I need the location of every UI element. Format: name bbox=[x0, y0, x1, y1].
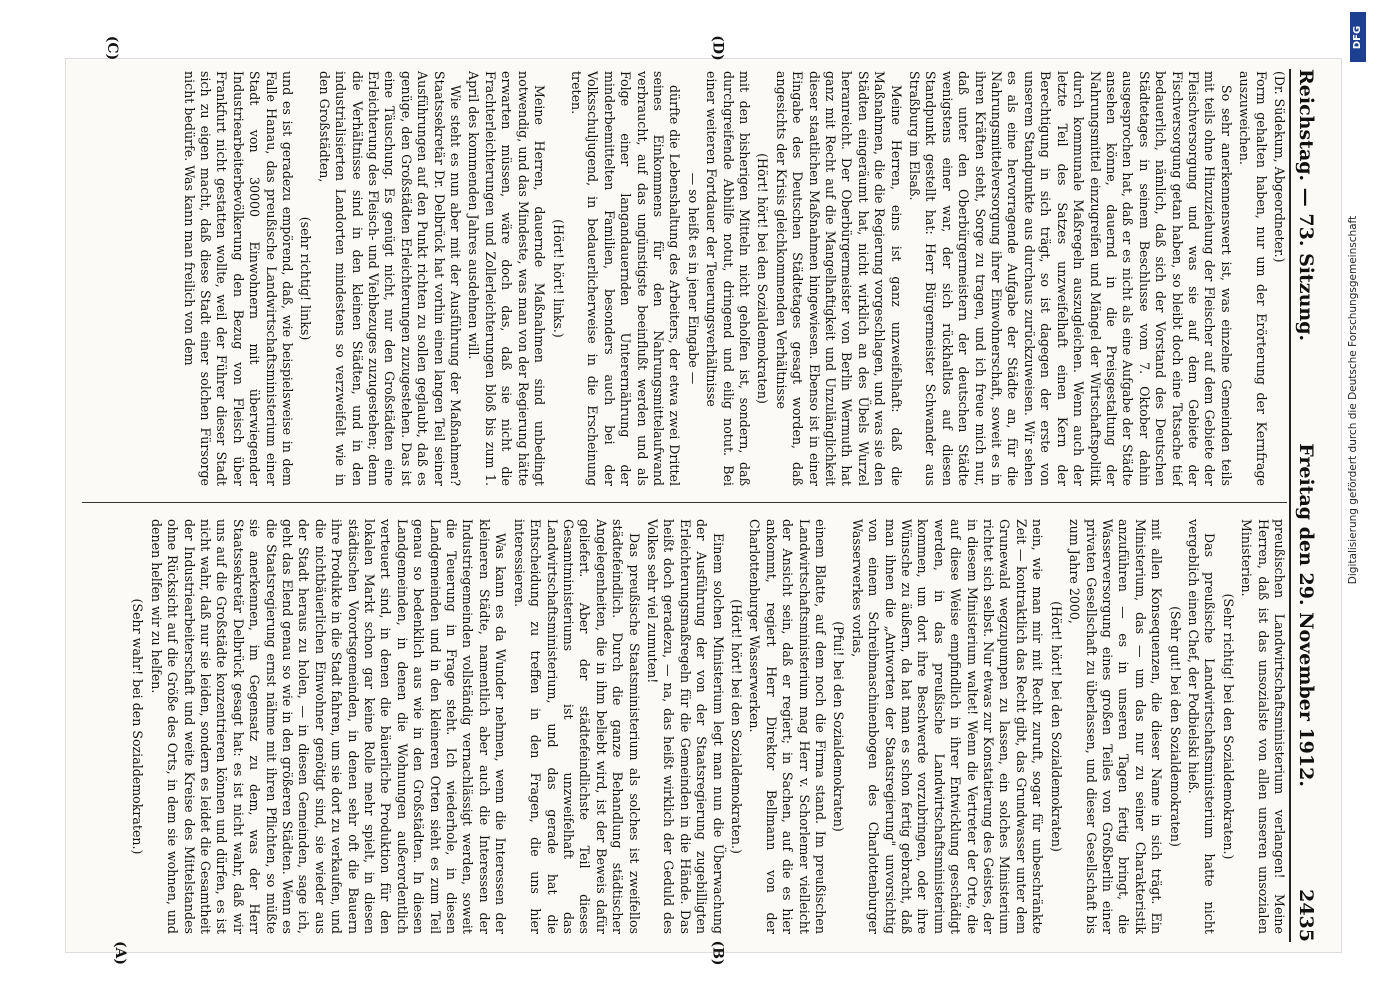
interjection: (Sehr wahr! bei den Sozialdemokraten.) bbox=[130, 598, 146, 855]
paragraph: mit allen Konsequenzen, die dieser Name in sich trägt. Ein Ministerium, das — um das nur zu seiner Charakteristik anzuführen — es in unseren Tagen fertig bringt, die Wasserversorgung eines großen Teiles von Großberlin einer privaten Gesellschaft zu überlassen, und dieser Gesellschaft bis zum Jahre 2000, bbox=[1067, 519, 1165, 934]
paragraph: Meine Herren, dauernde Maßnahmen sind unbedingt notwendig, und das Mindeste, was man von der Regierung hätte erwarten müssen, wäre doch das, daß sie nicht die Frachterleichterungen und Zollerleichterungen bloß bis zum 1. April des kommenden Jahres ausdehnen will. bbox=[466, 71, 548, 486]
header-left: Reichstag. — 73. Sitzung. bbox=[1295, 69, 1317, 342]
page-header bbox=[1289, 69, 1335, 942]
paragraph: Einem solchen Ministerium legt man nun die Überwachung der Ausführung der von der Staatsregierung zugebilligten Erleichterungsmaßregeln für die Gemeinden in die Hände. Das heißt doch geradezu, — na, das heißt wirklich der Geduld des Volkes sehr viel zumuten! bbox=[644, 519, 726, 934]
digitization-credit bbox=[1346, 90, 1360, 710]
interjection: (Pfui! bei den Sozialdemokraten) bbox=[831, 621, 847, 832]
paragraph: nein, wie man mir mit Recht zuruft, sogar für unbeschränkte Zeit — kontraktlich das Recht gibt, das Grundwasser unter dem Grunewald wegzupumpen zu lassen, ein solches Ministerium richtet sich selbst. Nur etwas zur Konstatierung des Geistes, der in diesem Ministerium waltet! Wenn die Vertreter der Orte, die auf diese Weise empfindlich in ihrer Entwicklung geschädigt werden, in das preußische Landwirtschaftsministerium kommen, um dort ihre Beschwerde vorzubringen, oder ihre Wünsche zu äußern, da hat man es schon fertig gebracht, daß man ihnen die „Antworten der Staatsregierung" unvorsichtig von einem Schreibmaschinenbogen des Charlottenburger Wasserwerkes vorlas, bbox=[849, 519, 1046, 934]
paragraph: einem Blatte, auf dem noch die Firma stand. Im preußischen Landwirtschaftsministerium mag Herr v. Schorlemer vielleicht der Ansicht sein, daß er regiert; in Sachen, auf die es hier ankommt, regiert Herr Direktor Bellmann von der Charlottenburger Wasserwerken. bbox=[747, 519, 829, 934]
interjection: — so heißt es in jener Eingabe — bbox=[685, 172, 701, 385]
header-date: Freitag den 29. November 1912. bbox=[1295, 443, 1317, 787]
margin-mark-d: (D) bbox=[709, 35, 726, 61]
speaker-note: (Dr. Südekum, Abgeordneter.) bbox=[1272, 71, 1287, 263]
interjection: (Hört! hört! bei den Sozialdemokraten) bbox=[1048, 601, 1064, 852]
paragraph: preußischen Landwirtschaftsministerium verlangen! Meine Herren, daß ist das unsozialste von allen unseren unsozialen Ministerien. bbox=[1239, 519, 1287, 934]
interjection: (sehr richtig! links) bbox=[298, 216, 314, 341]
paragraph: und es ist geradezu empörend, daß, wie beispielsweise in dem Falle Hanau, das preußische Landwirtschaftsministerium einer Stadt von 30000 Einwohnern mit überwiegender Industriearbeiterbevölkerung den Bezug von Fleisch über Frankfurt nicht gestatten wollte, weil der Führer dieser Stadt sich zu eigen macht, daß diese Stadt einer solchen Fürsorge nicht bedürfe. Was kann man freilich von dem bbox=[181, 71, 296, 486]
page-number: 2435 bbox=[1295, 889, 1317, 942]
credit-text: Digitalisierung gefördert durch die Deutsche Forschungsgemeinschaft bbox=[1347, 215, 1360, 585]
paragraph: Das preußische Landwirtschaftsministerium hatte nicht vergeblich einen Chef, der Podbielski hieß. bbox=[1185, 519, 1218, 934]
paragraph: So sehr anerkennenswert ist, was einzelne Gemeinden teils mit teils ohne Hinzuziehung der Fleischer auf dem Gebiete der Fleischversorgung und was sie auf dem Gebiete der Fischversorgung getan haben, so bleibt doch eine Tatsache tief bedauerlich, nämlich, daß sich der Vorstand des Deutschen Städtetages in seinem Beschlusse vom 7. Oktober dahin ausgesprochen hat, daß er es nicht als eine Aufgabe der Städte ansehen könne, dauernd in die Preisgestaltung der Nahrungsmittel einzugreifen und Mängel der Wirtschaftspolitik durch kommunale Maßregeln auszugleichen. Wenn auch der letzte Teil des Satzes unzweifelhaft einen Kern der Berechtigung in sich trägt, so ist dagegen der erste von unserem Standpunkte aus durchaus zurückzuweisen. Wir sehen es als eine hervorragende Aufgabe der Städte an, für die Nahrungsmittelversorgung ihrer Einwohnerschaft, soweit es in ihren Kräften steht, Sorge zu tragen, und ich freue mich nur, daß unter den Oberbürgermeistern der deutschen Städte wenigstens einer war, der sich rückhaltlos auf diesen Standpunkt gestellt hat: Herr Bürgermeister Schwander aus Straßburg im Elsaß. bbox=[907, 71, 1234, 486]
paragraph: Wie steht es nun aber mit der Ausführung der Maßnahmen? Staatssekretär Dr. Delbrück hat vorhin einen langen Teil seiner Ausführungen auf den Punkt richten zu sollen geglaubt, daß es genüge, den Großstädten Erleichterungen zuzugestehen. Das ist eine Täuschung. Es genügt nicht, nur den Großstädten eine Erleichterung des Fleisch- und Viehbezuges zuzugestehen; denn die Verhältnisse sind in den kleinen Städten, und in den industrialisierten Landorten mindestens so verzweifelt wie in den Großstädten, bbox=[316, 71, 464, 486]
interjection: (Hört! hört! bei den Sozialdemokraten.) bbox=[729, 599, 744, 854]
margin-mark-c: (C) bbox=[104, 35, 121, 61]
margin-mark-a: (A) bbox=[112, 940, 129, 966]
paragraph: Form gehalten haben, nur um der Erörterung der Kernfrage auszuweichen. bbox=[1237, 71, 1269, 486]
interjection: (Hört! hört! bei den Sozialdemokraten) bbox=[755, 153, 771, 404]
scanned-page bbox=[65, 58, 1342, 953]
paragraph: Was kann es da Wunder nehmen, wenn die Interessen der kleineren Städte, namentlich aber auch die Interessen der Industriegemeinden vollständig vernachlässigt werden, soweit die Teuerung in Frage steht. Ich wiederhole, in diesen Landgemeinden und in den kleineren Orten sieht es zum Teil genau so bedenklich aus wie in den Großstädten. In diesen Landgemeinden, in denen die Wohnungen außerordentlich verteuert sind, in denen die bäuerliche Produktion für den lokalen Markt schon gar keine Rolle mehr spielt, in diesen städtischen Vorortsgemeinden, in denen sehr oft die Bauern ihre Produkte in die Stadt fahren, um sie dort zu verkaufen, und die nichtbäuerlichen Einwohner genötigt sind, sie wieder aus der Stadt heraus zu holen, — in diesen Gemeinden, sage ich, geht das Elend genau so wie in den größeren Städten. Wenn es die Staatsregierung ernst nähme mit ihren Pflichten, so müßte sie anerkennen, im Gegensatz zu dem, was der Herr Staatssekretär Delbrück gesagt hat: es ist nicht wahr, daß wir uns auf die Großstädte konzentrieren können und dürfen, es ist nicht wahr, daß nur sie leiden, sondern es leidet die Gesamtheit der Industriearbeiterschaft und weite Kreise des Mittelstandes ohne Rücksicht auf die Größe des Orts, in dem sie wohnen, und denen helfen wir zu helfen. bbox=[148, 519, 509, 934]
quotation: dürfte die Lebenshaltung des Arbeiters, der etwa zwei Drittel seines Einkommens für den Nahrungsmittelaufwand verbraucht, auf das ungünstigste beeinflußt werden und als Folge einer langandauernden Unterernährung der minderbemittelten Familien, besonders auch bei der Volksschuljugend, in bedauerlicherweise in die Erscheinung treten. bbox=[568, 71, 683, 486]
dfg-logo bbox=[1350, 12, 1366, 62]
column-divider bbox=[82, 502, 1287, 503]
interjection: (Sehr gut! bei den Sozialdemokraten) bbox=[1167, 606, 1183, 847]
paragraph: Meine Herren, eins ist ganz unzweifelhaft: daß die Maßnahmen, die die Regierung vorgeschlagen, und was sie den Städten eingeräumt hat, nicht wirklich an des Übels Wurzel heranreicht. Der Oberbürgermeister von Berlin Wermuth hat ganz mit Recht auf die Mangelhaftigkeit und Unzulänglichkeit dieser staatlichen Maßnahmen hingewiesen. Ebenso ist in einer Eingabe des Deutschen Städtetages gesagt worden, daß angesichts der Krisis gleichkommenden Verhältnisse bbox=[773, 71, 904, 486]
paragraph: mit den bisherigen Mitteln nicht geholfen ist, sondern, daß durchgreifende Abhilfe notut, dringend und eilig notut. Bei einer weiteren Fortdauer der Teuerungsverhältnisse bbox=[704, 71, 752, 486]
dfg-logo-text: DFG bbox=[1352, 25, 1364, 49]
interjection: (Sehr richtig! bei den Sozialdemokraten.) bbox=[1220, 593, 1236, 860]
paragraph: Das preußische Staatsministerium als solches ist zweifellos städtefeindlich. Durch die ganze Behandlung städtischer Angelegenheiten, die in ihm beliebt wird, ist der Beweis dafür geliefert. Aber der städtefeindlichste Teil dieses Gesamtministeriums ist unzweifelhaft das Landwirtschaftsministerium, und das gerade hat die Entscheidung zu treffen in den Fragen, die uns hier interessieren. bbox=[511, 519, 642, 934]
rotated-page-content bbox=[66, 59, 1341, 952]
margin-mark-b: (B) bbox=[709, 940, 726, 966]
interjection: (Hört! hört! links.) bbox=[550, 219, 566, 338]
left-column bbox=[82, 71, 1287, 486]
right-column bbox=[82, 519, 1287, 934]
